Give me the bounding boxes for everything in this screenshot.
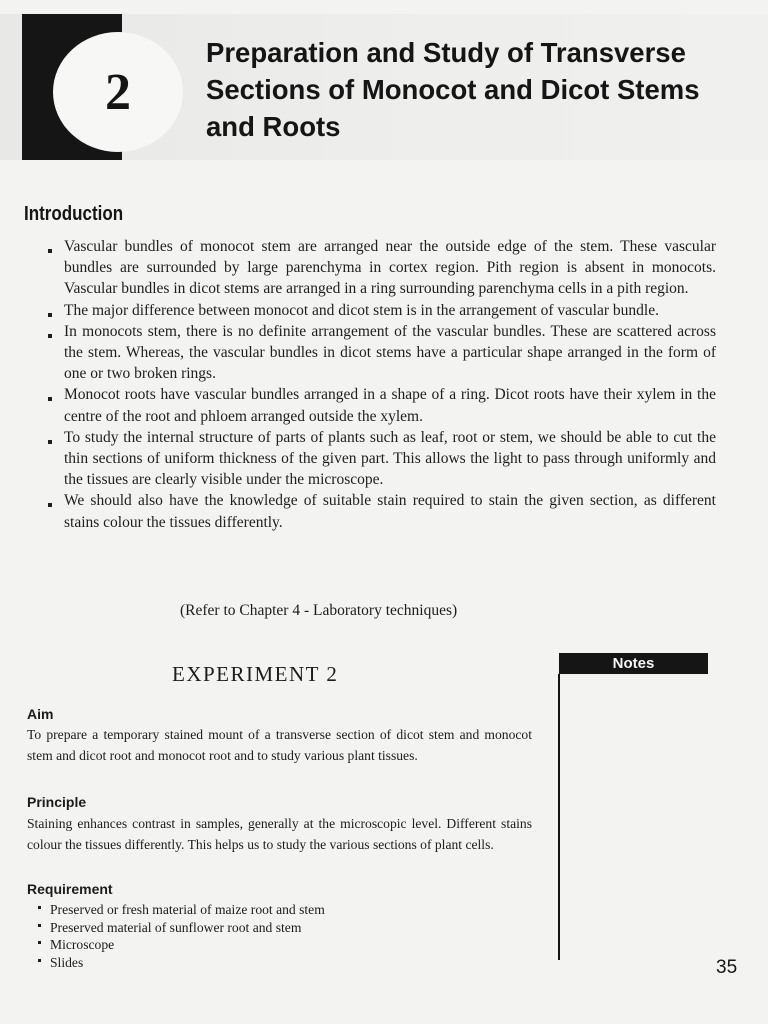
introduction-heading: Introduction	[24, 203, 124, 225]
page-number: 35	[716, 957, 738, 978]
notes-margin-line	[558, 674, 560, 960]
experiment-heading: EXPERIMENT 2	[172, 662, 339, 686]
introduction-bullet: The major difference between monocot and dicot stem is in the arrangement of vascular bundle.	[44, 300, 716, 321]
notes-header: Notes	[559, 653, 708, 674]
principle-text: Staining enhances contrast in samples, generally at the microscopic level. Different stains colour the tissues differently. This helps us to study the various sections of plant cells.	[27, 816, 532, 852]
introduction-bullet: In monocots stem, there is no definite arrangement of the vascular bundles. These are scattered across the stem. Whereas, the vascular bundles in dicot stems have a particular shape arranged in the form of one or two broken rings.	[44, 321, 716, 385]
requirement-item: Microscope	[38, 936, 325, 954]
introduction-bullet: To study the internal structure of parts of plants such as leaf, root or stem, we should be able to cut the thin sections of uniform thickness of the given part. This allows the light to pass through uniformly and the tissues are clearly visible under the microscope.	[44, 427, 716, 491]
introduction-bullet: Vascular bundles of monocot stem are arranged near the outside edge of the stem. These vascular bundles are surrounded by large parenchyma in cortex region. Pith region is absent in monocots. Vascular bundles in dicot stems are arranged in a ring surrounding parenchyma cells in a pith region.	[44, 236, 716, 300]
requirement-item: Preserved or fresh material of maize root and stem	[38, 901, 325, 919]
introduction-bullet: Monocot roots have vascular bundles arranged in a shape of a ring. Dicot roots have their xylem in the centre of the root and phloem arranged outside the xylem.	[44, 384, 716, 426]
requirement-heading: Requirement	[27, 881, 113, 897]
chapter-title: Preparation and Study of Transverse Sections of Monocot and Dicot Stems and Roots	[206, 37, 700, 142]
requirement-list	[38, 901, 325, 971]
principle-heading: Principle	[27, 794, 87, 810]
aim-text: To prepare a temporary stained mount of a transverse section of dicot stem and monocot stem and dicot root and monocot root and to study various plant tissues.	[27, 727, 532, 763]
chapter-reference: (Refer to Chapter 4 - Laboratory techniques)	[180, 602, 458, 619]
introduction-list	[44, 236, 716, 533]
chapter-number-badge	[53, 32, 183, 152]
introduction-bullet: We should also have the knowledge of suitable stain required to stain the given section, as different stains colour the tissues differently.	[44, 490, 716, 532]
requirement-item: Preserved material of sunflower root and stem	[38, 919, 325, 937]
requirement-item: Slides	[38, 954, 325, 972]
aim-heading: Aim	[27, 706, 54, 722]
chapter-number: 2	[105, 63, 131, 121]
